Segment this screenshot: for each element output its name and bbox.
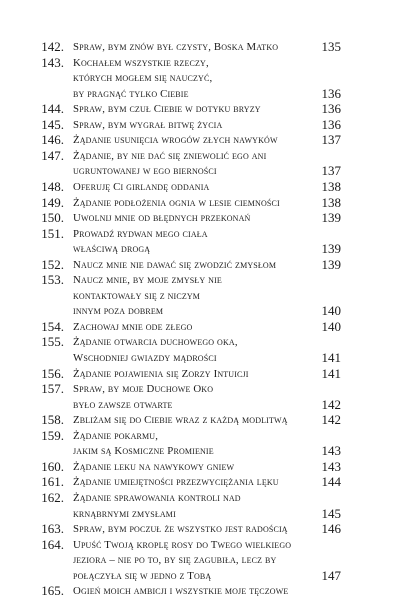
page-number: 147	[321, 567, 341, 583]
toc-line	[0, 272, 416, 288]
toc-line	[0, 163, 416, 179]
page-number: 135	[321, 39, 341, 54]
entry-title: innym poza dobrem	[73, 305, 164, 318]
entry-number: 155.	[41, 334, 64, 350]
entry-number: 145.	[41, 116, 64, 132]
entry-title: Oferuję Ci girlandę oddania	[73, 180, 210, 193]
entry-number: 147.	[41, 147, 64, 163]
entry-title: Kochałem wszystkie rzeczy,	[73, 56, 209, 69]
entry-number: 161.	[41, 474, 64, 490]
entry-title: Naucz mnie, by moje zmysły nie	[73, 274, 222, 287]
entry-number: 150.	[41, 210, 64, 226]
toc-line	[0, 303, 416, 319]
toc-line	[0, 226, 416, 242]
entry-title: Żądanie podłożenia ognia w lesie ciemności	[73, 196, 280, 209]
toc-line	[0, 319, 416, 335]
entry-title: Naucz mnie nie dawać się zwodzić zmysłom	[73, 258, 277, 271]
toc-line	[0, 568, 416, 584]
toc-line	[0, 132, 416, 148]
entry-title: Spraw, bym poczuł że wszystko jest radością	[73, 523, 288, 536]
page-number: 137	[321, 132, 341, 148]
toc-line	[0, 101, 416, 117]
entry-number: 143.	[41, 54, 64, 70]
entry-number: 158.	[41, 412, 64, 428]
entry-title: Żądanie leku na nawykowy gniew	[73, 460, 235, 473]
toc-line	[0, 241, 416, 257]
page-number: 136	[321, 85, 341, 101]
toc-line	[0, 506, 416, 522]
entry-number: 153.	[41, 272, 64, 288]
entry-title: Żądanie pojawienia się Zorzy Intuicji	[73, 367, 249, 380]
entry-number: 142.	[41, 39, 64, 54]
toc-line	[0, 428, 416, 444]
page-number: 140	[321, 318, 341, 334]
entry-title: właściwą drogą	[73, 243, 151, 256]
entry-title: Upuść Twoją kroplę rosy do Twego wielkiego	[73, 538, 292, 551]
page-number: 139	[321, 241, 341, 257]
page-number: 142	[321, 396, 341, 412]
entry-title: by pragnąć tylko Ciebie	[73, 87, 189, 100]
entry-number: 154.	[41, 318, 64, 334]
entry-title: ugruntowanej w ego bierności	[73, 165, 217, 178]
toc-line	[0, 210, 416, 226]
page-number: 136	[321, 116, 341, 132]
entry-title: Wschodniej gwiazdy mądrości	[73, 352, 217, 364]
toc-line	[0, 474, 416, 490]
toc-line	[0, 459, 416, 475]
page-number: 146	[321, 521, 341, 537]
page-number: 145	[321, 505, 341, 521]
entry-number: 152.	[41, 256, 64, 272]
entry-title: Zachowaj mnie ode złego	[73, 320, 193, 333]
entry-title: Żądanie usunięcia wrogów złych nawyków	[73, 134, 278, 147]
entry-number: 156.	[41, 365, 64, 381]
toc-line	[0, 179, 416, 195]
toc-line	[0, 350, 416, 366]
toc-line	[0, 583, 416, 599]
entry-title: Prowadź rydwan mego ciała	[73, 227, 208, 240]
page-number: 140	[321, 303, 341, 319]
toc-line	[0, 443, 416, 459]
entry-title: jeziora – nie po to, by się zagubiła, lecz by	[73, 554, 277, 567]
entry-title: Żądanie otwarcia duchowego oka,	[73, 336, 238, 349]
entry-title: połączyła się w jedno z Tobą	[73, 569, 212, 582]
entry-title: jakim są Kosmiczne Promienie	[73, 445, 214, 458]
entry-title: Zbliżam się do Ciebie wraz z każdą modlitwą	[73, 414, 288, 427]
page-number: 141	[321, 365, 341, 381]
entry-title: Żądanie sprawowania kontroli nad	[73, 491, 241, 504]
entry-title: Spraw, bym znów był czysty, Boska Matko	[73, 41, 279, 53]
toc-line	[0, 381, 416, 397]
toc-line	[0, 334, 416, 350]
toc-line	[0, 490, 416, 506]
entry-number: 162.	[41, 489, 64, 505]
toc-line	[0, 397, 416, 413]
entry-number: 159.	[41, 427, 64, 443]
toc-line	[0, 55, 416, 71]
toc-line	[0, 148, 416, 164]
toc-line	[0, 257, 416, 273]
page-number: 139	[321, 210, 341, 226]
page-number: 138	[321, 194, 341, 210]
entry-title: Żądanie umiejętności przezwyciężania lęku	[73, 476, 279, 489]
page-number: 144	[321, 474, 341, 490]
entry-title: kontaktowały się z niczym	[73, 289, 201, 302]
toc-line	[0, 86, 416, 102]
toc-line	[0, 552, 416, 568]
entry-title: Ogień moich ambicji i wszystkie moje tęczowe	[73, 585, 289, 598]
entry-title: Spraw, by moje Duchowe Oko	[73, 383, 214, 396]
page-number: 143	[321, 443, 341, 459]
toc-line	[0, 537, 416, 553]
entry-number: 157.	[41, 381, 64, 397]
entry-number: 165.	[41, 583, 64, 599]
entry-number: 148.	[41, 178, 64, 194]
entry-title: było zawsze otwarte	[73, 398, 173, 411]
page-number: 138	[321, 178, 341, 194]
entry-number: 151.	[41, 225, 64, 241]
entry-title: Spraw, bym wygrał bitwę życia	[73, 118, 223, 131]
entry-number: 163.	[41, 521, 64, 537]
entry-number: 144.	[41, 101, 64, 117]
toc-line	[0, 117, 416, 133]
toc-line	[0, 195, 416, 211]
entry-title: Żądanie pokarmu,	[73, 429, 159, 442]
toc-line	[0, 366, 416, 382]
toc-line	[0, 521, 416, 537]
toc-line	[0, 39, 416, 55]
entry-number: 149.	[41, 194, 64, 210]
page-number: 142	[321, 412, 341, 428]
entry-number: 160.	[41, 458, 64, 474]
page-number: 143	[321, 458, 341, 474]
page-number: 136	[321, 101, 341, 117]
entry-title: Spraw, bym czuł Ciebie w dotyku bryzy	[73, 103, 261, 116]
entry-title: Uwolnij mnie od błędnych przekonań	[73, 212, 251, 225]
entry-title: Żądanie, by nie dać się zniewolić ego ani	[73, 149, 267, 162]
toc-line	[0, 70, 416, 86]
page-number: 139	[321, 256, 341, 272]
page-number: 137	[321, 163, 341, 179]
entry-number: 146.	[41, 132, 64, 148]
page-number: 141	[321, 350, 341, 365]
toc-line	[0, 288, 416, 304]
toc-line	[0, 412, 416, 428]
entry-title: których mogłem się nauczyć,	[73, 72, 213, 85]
entry-number: 164.	[41, 536, 64, 552]
entry-title: krnąbrnymi zmysłami	[73, 507, 176, 520]
